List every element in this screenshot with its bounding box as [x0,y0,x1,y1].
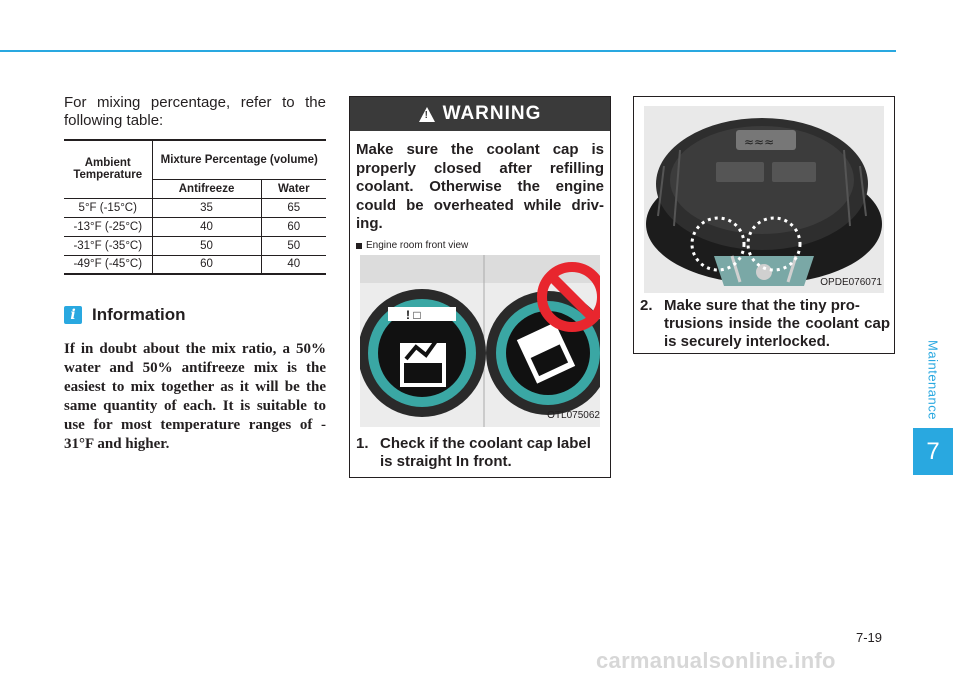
figure-code: OTL075062 [547,410,600,421]
step-2: 2. Make sure that the tiny pro- trusions inside the coolant cap is securely interlocked. [640,297,890,350]
warning-text: Make sure the coolant cap is properly closed after refilling coolant. Otherwise the engine could be overheated while driv-ing. [356,141,604,232]
info-icon: i [64,306,82,324]
col-antifreeze-header: Antifreeze [152,179,261,198]
figure-caption: Engine room front view [356,240,468,251]
mixture-table [64,139,326,275]
table-row [64,198,326,217]
cap-interlock-box [633,96,895,354]
temp-cell: -31°F (-35°C) [64,236,152,255]
warning-title: WARNING [442,103,542,124]
col-mixture-header: Mixture Percentage (volume) [152,140,326,179]
antifreeze-cell: 35 [152,198,261,217]
water-cell: 40 [261,255,326,274]
water-cell: 50 [261,236,326,255]
warning-box [349,96,611,478]
warning-triangle-icon [419,107,435,122]
information-heading [64,304,186,326]
watermark: carmanualsonline.info [596,648,836,673]
intro-text: For mixing percentage, refer to the following table: [64,94,326,129]
header-rule [0,50,896,52]
svg-text:! □: ! □ [406,308,421,322]
chapter-side-label: Maintenance [925,340,941,420]
col-water-header: Water [261,179,326,198]
page-number: 7-19 [856,630,883,645]
temp-cell: -49°F (-45°C) [64,255,152,274]
coolant-cap-closeup-figure [644,106,884,293]
svg-text:≈≈≈: ≈≈≈ [744,135,775,149]
water-cell: 65 [261,198,326,217]
chapter-number-tab: 7 [913,428,953,475]
step-continuation: is straight In front. [380,453,512,470]
square-bullet-icon [356,243,362,249]
temp-cell: 5°F (-15°C) [64,198,152,217]
col-ambient-header: Ambient Temperature [64,140,152,198]
figure-code: OPDE076071 [820,277,882,288]
table-row [64,217,326,236]
temp-cell: -13°F (-25°C) [64,217,152,236]
coolant-cap-label-figure [360,255,600,427]
step-number: 1. [356,435,369,452]
antifreeze-cell: 60 [152,255,261,274]
antifreeze-cell: 40 [152,217,261,236]
water-cell: 60 [261,217,326,236]
table-row [64,236,326,255]
step-number: 2. [640,297,653,314]
antifreeze-cell: 50 [152,236,261,255]
table-row [64,255,326,274]
warning-header [350,97,610,131]
information-title: Information [92,305,186,324]
step-continuation: trusions inside the coolant cap is securely interlocked. [664,315,890,350]
information-body: If in doubt about the mix ratio, a 50% water and 50% antifreeze mix is the easiest to mix together as it will be the same quantity of each. It is suitable to use for most temperature ranges of - 31°F and higher. [64,341,326,452]
step-1: 1. Check if the coolant cap label is straight In front. [356,435,606,471]
